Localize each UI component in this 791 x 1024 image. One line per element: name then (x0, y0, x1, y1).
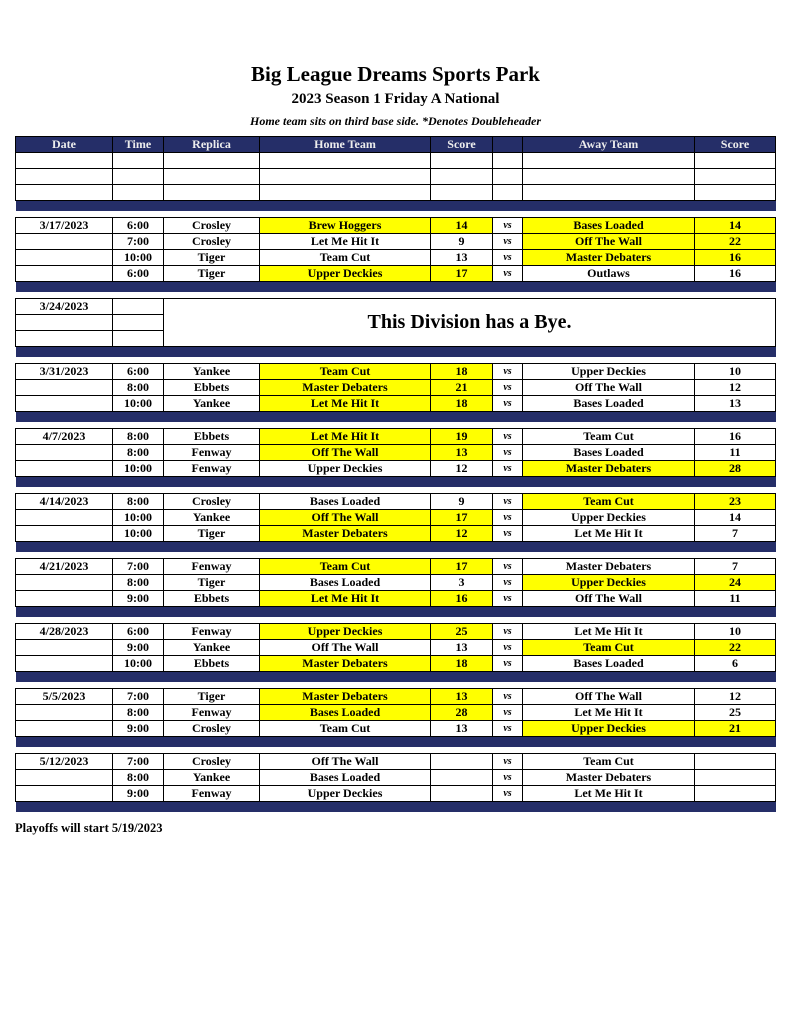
empty-cell (523, 168, 695, 184)
date-cell: 4/14/2023 (16, 493, 113, 509)
replica-cell: Crosley (164, 217, 260, 233)
home-score-cell: 13 (431, 720, 493, 736)
time-cell: 8:00 (113, 704, 164, 720)
time-cell: 8:00 (113, 769, 164, 785)
vs-cell: vs (493, 395, 523, 411)
time-cell: 10:00 (113, 249, 164, 265)
game-row (16, 590, 776, 606)
replica-cell: Crosley (164, 753, 260, 769)
home-score-cell: 21 (431, 379, 493, 395)
date-cell (16, 704, 113, 720)
home-team-cell: Brew Hoggers (260, 217, 431, 233)
section-divider (16, 671, 776, 682)
away-team-cell: Team Cut (523, 639, 695, 655)
date-cell (16, 785, 113, 801)
away-team-cell: Team Cut (523, 428, 695, 444)
empty-cell (493, 184, 523, 200)
date-cell (16, 525, 113, 541)
empty-cell (16, 168, 113, 184)
date-cell (16, 590, 113, 606)
replica-cell: Ebbets (164, 379, 260, 395)
date-cell: 5/12/2023 (16, 753, 113, 769)
divider-band (16, 736, 776, 747)
home-score-cell: 13 (431, 688, 493, 704)
away-team-cell: Upper Deckies (523, 574, 695, 590)
section-divider (16, 801, 776, 812)
home-score-cell: 17 (431, 265, 493, 281)
date-cell (16, 233, 113, 249)
column-header: Home Team (260, 136, 431, 152)
section-divider (16, 606, 776, 617)
game-row (16, 428, 776, 444)
home-team-cell: Master Debaters (260, 379, 431, 395)
home-team-cell: Bases Loaded (260, 769, 431, 785)
replica-cell: Ebbets (164, 655, 260, 671)
game-row (16, 379, 776, 395)
home-team-cell: Master Debaters (260, 655, 431, 671)
time-cell: 9:00 (113, 720, 164, 736)
vs-cell: vs (493, 785, 523, 801)
home-score-cell: 13 (431, 444, 493, 460)
game-row (16, 233, 776, 249)
game-row (16, 574, 776, 590)
vs-cell: vs (493, 769, 523, 785)
section-divider (16, 200, 776, 211)
time-cell: 6:00 (113, 217, 164, 233)
away-score-cell: 13 (695, 395, 776, 411)
empty-cell (493, 168, 523, 184)
replica-cell: Fenway (164, 460, 260, 476)
game-row (16, 249, 776, 265)
vs-cell: vs (493, 525, 523, 541)
divider-band (16, 606, 776, 617)
home-team-cell: Let Me Hit It (260, 233, 431, 249)
away-score-cell: 14 (695, 217, 776, 233)
game-row (16, 639, 776, 655)
date-cell: 4/28/2023 (16, 623, 113, 639)
vs-cell: vs (493, 509, 523, 525)
game-row (16, 753, 776, 769)
vs-cell: vs (493, 574, 523, 590)
away-team-cell: Master Debaters (523, 460, 695, 476)
bye-row (16, 298, 776, 314)
home-score-cell: 12 (431, 460, 493, 476)
vs-cell: vs (493, 379, 523, 395)
away-score-cell: 22 (695, 639, 776, 655)
empty-row (16, 184, 776, 200)
section-divider (16, 476, 776, 487)
divider-band (16, 671, 776, 682)
home-team-cell: Upper Deckies (260, 460, 431, 476)
empty-cell (164, 184, 260, 200)
section-divider (16, 541, 776, 552)
time-cell: 8:00 (113, 379, 164, 395)
away-score-cell: 10 (695, 363, 776, 379)
empty-cell (260, 184, 431, 200)
vs-cell: vs (493, 558, 523, 574)
away-team-cell: Outlaws (523, 265, 695, 281)
game-row (16, 558, 776, 574)
vs-cell: vs (493, 363, 523, 379)
game-row (16, 217, 776, 233)
away-team-cell: Let Me Hit It (523, 704, 695, 720)
divider-band (16, 346, 776, 357)
away-team-cell: Upper Deckies (523, 720, 695, 736)
away-team-cell: Bases Loaded (523, 444, 695, 460)
home-score-cell: 17 (431, 558, 493, 574)
section-divider (16, 346, 776, 357)
date-cell: 3/31/2023 (16, 363, 113, 379)
home-team-cell: Bases Loaded (260, 704, 431, 720)
home-score-cell (431, 753, 493, 769)
vs-cell: vs (493, 655, 523, 671)
replica-cell: Crosley (164, 720, 260, 736)
time-cell (113, 330, 164, 346)
home-score-cell: 3 (431, 574, 493, 590)
empty-cell (164, 152, 260, 168)
empty-cell (260, 152, 431, 168)
empty-cell (113, 152, 164, 168)
game-row (16, 688, 776, 704)
away-score-cell: 12 (695, 688, 776, 704)
home-score-cell: 18 (431, 395, 493, 411)
away-team-cell: Let Me Hit It (523, 785, 695, 801)
vs-cell: vs (493, 217, 523, 233)
home-score-cell: 13 (431, 639, 493, 655)
away-score-cell: 6 (695, 655, 776, 671)
vs-cell: vs (493, 428, 523, 444)
divider-band (16, 541, 776, 552)
game-row (16, 525, 776, 541)
section-divider (16, 411, 776, 422)
away-team-cell: Master Debaters (523, 249, 695, 265)
schedule-table (15, 136, 776, 813)
home-score-cell: 16 (431, 590, 493, 606)
time-cell: 7:00 (113, 688, 164, 704)
home-score-cell: 9 (431, 233, 493, 249)
date-cell: 3/17/2023 (16, 217, 113, 233)
home-score-cell: 25 (431, 623, 493, 639)
home-score-cell: 14 (431, 217, 493, 233)
replica-cell: Ebbets (164, 590, 260, 606)
home-score-cell: 19 (431, 428, 493, 444)
home-score-cell: 18 (431, 655, 493, 671)
vs-cell: vs (493, 444, 523, 460)
game-row (16, 460, 776, 476)
game-row (16, 655, 776, 671)
time-cell: 10:00 (113, 460, 164, 476)
divider-band (16, 476, 776, 487)
away-team-cell: Let Me Hit It (523, 525, 695, 541)
empty-cell (16, 184, 113, 200)
empty-cell (695, 168, 776, 184)
column-header: Time (113, 136, 164, 152)
column-header: Replica (164, 136, 260, 152)
time-cell: 9:00 (113, 590, 164, 606)
home-team-cell: Team Cut (260, 720, 431, 736)
away-team-cell: Off The Wall (523, 379, 695, 395)
home-team-cell: Bases Loaded (260, 493, 431, 509)
home-team-cell: Bases Loaded (260, 574, 431, 590)
away-team-cell: Upper Deckies (523, 363, 695, 379)
empty-cell (431, 184, 493, 200)
home-team-cell: Master Debaters (260, 525, 431, 541)
replica-cell: Crosley (164, 233, 260, 249)
away-score-cell: 11 (695, 444, 776, 460)
home-team-cell: Let Me Hit It (260, 590, 431, 606)
empty-cell (113, 184, 164, 200)
away-team-cell: Let Me Hit It (523, 623, 695, 639)
vs-cell: vs (493, 623, 523, 639)
vs-cell: vs (493, 493, 523, 509)
away-team-cell: Master Debaters (523, 769, 695, 785)
home-score-cell: 17 (431, 509, 493, 525)
column-header (493, 136, 523, 152)
away-team-cell: Bases Loaded (523, 395, 695, 411)
date-cell (16, 639, 113, 655)
date-cell (16, 574, 113, 590)
date-cell (16, 509, 113, 525)
away-score-cell: 16 (695, 249, 776, 265)
away-team-cell: Team Cut (523, 493, 695, 509)
time-cell: 7:00 (113, 753, 164, 769)
divider-band (16, 411, 776, 422)
time-cell: 6:00 (113, 623, 164, 639)
date-cell (16, 249, 113, 265)
empty-row (16, 168, 776, 184)
time-cell: 8:00 (113, 574, 164, 590)
replica-cell: Yankee (164, 639, 260, 655)
time-cell: 8:00 (113, 428, 164, 444)
vs-cell: vs (493, 233, 523, 249)
game-row (16, 785, 776, 801)
header-note: Home team sits on third base side. *Denotes Doubleheader (250, 113, 541, 128)
home-team-cell: Let Me Hit It (260, 428, 431, 444)
date-cell (16, 655, 113, 671)
away-score-cell (695, 769, 776, 785)
away-team-cell: Team Cut (523, 753, 695, 769)
divider-band (16, 200, 776, 211)
replica-cell: Fenway (164, 704, 260, 720)
vs-cell: vs (493, 753, 523, 769)
divider-band (16, 281, 776, 292)
home-team-cell: Off The Wall (260, 444, 431, 460)
page-subtitle: 2023 Season 1 Friday A National (291, 91, 500, 108)
time-cell: 7:00 (113, 233, 164, 249)
away-score-cell: 22 (695, 233, 776, 249)
away-score-cell: 25 (695, 704, 776, 720)
home-team-cell: Master Debaters (260, 688, 431, 704)
date-cell: 4/21/2023 (16, 558, 113, 574)
time-cell: 9:00 (113, 785, 164, 801)
time-cell: 6:00 (113, 265, 164, 281)
date-cell: 3/24/2023 (16, 298, 113, 314)
date-cell (16, 395, 113, 411)
game-row (16, 444, 776, 460)
page-title: Big League Dreams Sports Park (251, 62, 540, 86)
away-score-cell: 24 (695, 574, 776, 590)
home-score-cell: 13 (431, 249, 493, 265)
away-score-cell: 16 (695, 428, 776, 444)
replica-cell: Fenway (164, 558, 260, 574)
away-team-cell: Bases Loaded (523, 217, 695, 233)
home-team-cell: Team Cut (260, 558, 431, 574)
date-cell (16, 444, 113, 460)
empty-cell (431, 168, 493, 184)
home-team-cell: Let Me Hit It (260, 395, 431, 411)
date-cell (16, 460, 113, 476)
time-cell: 6:00 (113, 363, 164, 379)
away-team-cell: Off The Wall (523, 688, 695, 704)
empty-cell (493, 152, 523, 168)
away-score-cell (695, 753, 776, 769)
empty-cell (164, 168, 260, 184)
vs-cell: vs (493, 639, 523, 655)
time-cell (113, 298, 164, 314)
empty-cell (113, 168, 164, 184)
game-row (16, 623, 776, 639)
playoffs-note: Playoffs will start 5/19/2023 (15, 821, 163, 836)
replica-cell: Crosley (164, 493, 260, 509)
date-cell (16, 314, 113, 330)
away-score-cell: 12 (695, 379, 776, 395)
away-score-cell: 7 (695, 558, 776, 574)
replica-cell: Fenway (164, 785, 260, 801)
date-cell (16, 769, 113, 785)
replica-cell: Yankee (164, 769, 260, 785)
date-cell: 5/5/2023 (16, 688, 113, 704)
empty-cell (16, 152, 113, 168)
away-team-cell: Off The Wall (523, 590, 695, 606)
time-cell: 8:00 (113, 493, 164, 509)
home-team-cell: Upper Deckies (260, 785, 431, 801)
away-score-cell: 11 (695, 590, 776, 606)
away-score-cell: 7 (695, 525, 776, 541)
replica-cell: Ebbets (164, 428, 260, 444)
replica-cell: Tiger (164, 249, 260, 265)
vs-cell: vs (493, 704, 523, 720)
empty-cell (260, 168, 431, 184)
game-row (16, 493, 776, 509)
game-row (16, 720, 776, 736)
home-score-cell: 12 (431, 525, 493, 541)
home-team-cell: Off The Wall (260, 509, 431, 525)
divider-band (16, 801, 776, 812)
time-cell: 7:00 (113, 558, 164, 574)
replica-cell: Tiger (164, 525, 260, 541)
game-row (16, 363, 776, 379)
empty-cell (431, 152, 493, 168)
empty-row (16, 152, 776, 168)
away-score-cell: 28 (695, 460, 776, 476)
empty-cell (695, 152, 776, 168)
empty-cell (523, 184, 695, 200)
home-team-cell: Team Cut (260, 249, 431, 265)
home-team-cell: Team Cut (260, 363, 431, 379)
replica-cell: Fenway (164, 444, 260, 460)
column-header: Score (431, 136, 493, 152)
away-score-cell: 14 (695, 509, 776, 525)
away-team-cell: Bases Loaded (523, 655, 695, 671)
vs-cell: vs (493, 460, 523, 476)
away-score-cell: 23 (695, 493, 776, 509)
time-cell: 8:00 (113, 444, 164, 460)
replica-cell: Tiger (164, 265, 260, 281)
date-cell: 4/7/2023 (16, 428, 113, 444)
vs-cell: vs (493, 265, 523, 281)
section-divider (16, 281, 776, 292)
empty-cell (695, 184, 776, 200)
time-cell: 10:00 (113, 509, 164, 525)
time-cell: 10:00 (113, 655, 164, 671)
date-cell (16, 265, 113, 281)
home-score-cell (431, 769, 493, 785)
home-team-cell: Upper Deckies (260, 265, 431, 281)
replica-cell: Fenway (164, 623, 260, 639)
home-team-cell: Off The Wall (260, 753, 431, 769)
replica-cell: Tiger (164, 574, 260, 590)
away-team-cell: Upper Deckies (523, 509, 695, 525)
replica-cell: Tiger (164, 688, 260, 704)
away-score-cell (695, 785, 776, 801)
time-cell: 10:00 (113, 525, 164, 541)
date-cell (16, 330, 113, 346)
vs-cell: vs (493, 249, 523, 265)
empty-cell (523, 152, 695, 168)
game-row (16, 395, 776, 411)
away-team-cell: Master Debaters (523, 558, 695, 574)
vs-cell: vs (493, 688, 523, 704)
date-cell (16, 720, 113, 736)
game-row (16, 769, 776, 785)
away-score-cell: 10 (695, 623, 776, 639)
time-cell: 9:00 (113, 639, 164, 655)
game-row (16, 704, 776, 720)
column-header: Score (695, 136, 776, 152)
away-score-cell: 16 (695, 265, 776, 281)
away-score-cell: 21 (695, 720, 776, 736)
page-header (0, 0, 791, 128)
home-score-cell: 9 (431, 493, 493, 509)
replica-cell: Yankee (164, 395, 260, 411)
game-row (16, 265, 776, 281)
replica-cell: Yankee (164, 509, 260, 525)
home-team-cell: Off The Wall (260, 639, 431, 655)
game-row (16, 509, 776, 525)
home-score-cell: 18 (431, 363, 493, 379)
time-cell: 10:00 (113, 395, 164, 411)
vs-cell: vs (493, 590, 523, 606)
home-score-cell (431, 785, 493, 801)
vs-cell: vs (493, 720, 523, 736)
home-team-cell: Upper Deckies (260, 623, 431, 639)
replica-cell: Yankee (164, 363, 260, 379)
bye-message: This Division has a Bye. (164, 298, 776, 346)
away-team-cell: Off The Wall (523, 233, 695, 249)
home-score-cell: 28 (431, 704, 493, 720)
column-header: Date (16, 136, 113, 152)
column-header-row (16, 136, 776, 152)
column-header: Away Team (523, 136, 695, 152)
date-cell (16, 379, 113, 395)
section-divider (16, 736, 776, 747)
time-cell (113, 314, 164, 330)
